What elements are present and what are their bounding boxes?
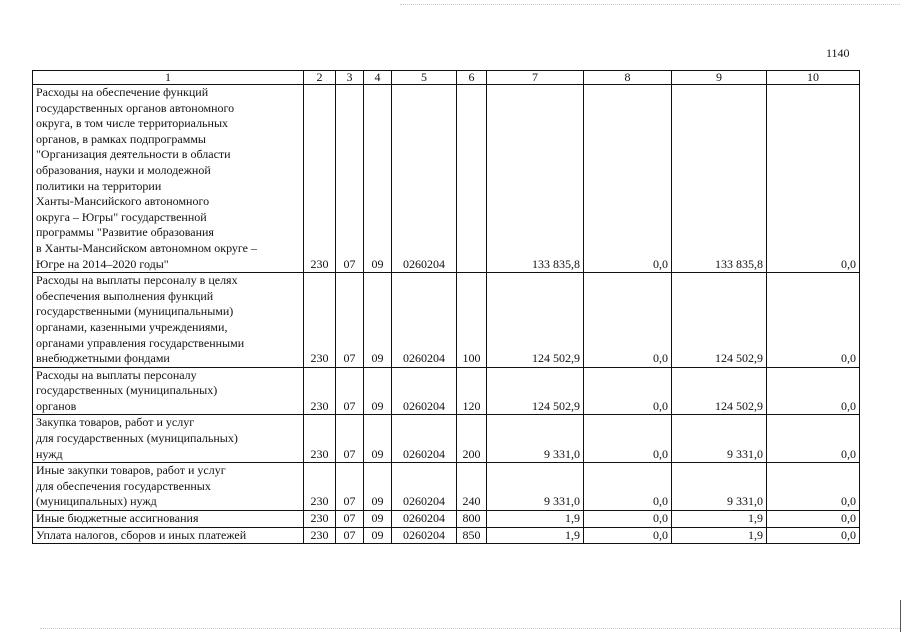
- code-section-cell: 07: [336, 463, 364, 511]
- description-line: для обеспечения государственных: [36, 478, 211, 493]
- code-admin-cell: 230: [304, 415, 336, 463]
- description-line: (муниципальных) нужд: [36, 494, 157, 509]
- description-line: округа – Югры" государственной: [36, 209, 207, 224]
- code-target-cell: 0260204: [392, 527, 457, 544]
- amount-other-cell: 0,0: [767, 367, 860, 415]
- description-line: Иные бюджетные ассигнования: [36, 511, 199, 526]
- description-line: в Ханты-Мансийском автономном округе –: [36, 240, 257, 255]
- code-expense-type-cell: 240: [457, 463, 487, 511]
- code-expense-type-cell: 200: [457, 415, 487, 463]
- amount-regional-cell: 1,9: [672, 511, 767, 528]
- code-section-cell: 07: [336, 415, 364, 463]
- description-line: государственных органов автономного: [36, 100, 235, 115]
- code-subsection-cell: 09: [364, 273, 392, 368]
- amount-regional-cell: 9 331,0: [672, 463, 767, 511]
- code-subsection-cell: 09: [364, 85, 392, 273]
- header-cell-8: 8: [584, 71, 672, 85]
- code-target-cell: 0260204: [392, 367, 457, 415]
- description-line: государственными (муниципальными): [36, 304, 234, 319]
- code-admin-cell: 230: [304, 463, 336, 511]
- code-admin-cell: 230: [304, 511, 336, 528]
- header-cell-4: 4: [364, 71, 392, 85]
- code-expense-type-cell: 850: [457, 527, 487, 544]
- amount-federal-cell: 0,0: [584, 463, 672, 511]
- description-line: нужд: [36, 446, 63, 461]
- amount-total-cell: 1,9: [487, 511, 584, 528]
- description-line: "Организация деятельности в области: [36, 147, 231, 162]
- code-section-cell: 07: [336, 85, 364, 273]
- description-line: государственных (муниципальных): [36, 383, 218, 398]
- code-subsection-cell: 09: [364, 527, 392, 544]
- description-line: политики на территории: [36, 178, 162, 193]
- code-target-cell: 0260204: [392, 463, 457, 511]
- description-line: Расходы на обеспечение функций: [36, 85, 209, 99]
- code-target-cell: 0260204: [392, 511, 457, 528]
- table-row: [33, 415, 860, 463]
- amount-other-cell: 0,0: [767, 85, 860, 273]
- amount-regional-cell: 133 835,8: [672, 85, 767, 273]
- amount-total-cell: 133 835,8: [487, 85, 584, 273]
- code-expense-type-cell: [457, 85, 487, 273]
- row-description: [33, 415, 304, 463]
- header-cell-2: 2: [304, 71, 336, 85]
- description-line: обеспечения выполнения функций: [36, 288, 214, 303]
- code-section-cell: 07: [336, 527, 364, 544]
- description-line: органов: [36, 398, 77, 413]
- amount-federal-cell: 0,0: [584, 415, 672, 463]
- row-description: [33, 527, 304, 544]
- description-line: Ханты-Мансийского автономного: [36, 194, 210, 209]
- table-row: [33, 273, 860, 368]
- description-line: внебюджетными фондами: [36, 351, 170, 366]
- description-line: округа, в том числе территориальных: [36, 116, 229, 131]
- amount-total-cell: 1,9: [487, 527, 584, 544]
- header-cell-5: 5: [392, 71, 457, 85]
- table-row: [33, 511, 860, 528]
- amount-regional-cell: 9 331,0: [672, 415, 767, 463]
- code-expense-type-cell: 800: [457, 511, 487, 528]
- amount-total-cell: 124 502,9: [487, 273, 584, 368]
- code-subsection-cell: 09: [364, 415, 392, 463]
- table-row: [33, 463, 860, 511]
- code-admin-cell: 230: [304, 367, 336, 415]
- amount-other-cell: 0,0: [767, 511, 860, 528]
- amount-federal-cell: 0,0: [584, 367, 672, 415]
- amount-federal-cell: 0,0: [584, 511, 672, 528]
- scan-artifact-bottom: [40, 628, 900, 632]
- row-description: [33, 273, 304, 368]
- amount-total-cell: 9 331,0: [487, 415, 584, 463]
- amount-federal-cell: 0,0: [584, 527, 672, 544]
- code-subsection-cell: 09: [364, 367, 392, 415]
- scan-edge-line: [900, 600, 901, 632]
- table-row: [33, 367, 860, 415]
- code-section-cell: 07: [336, 511, 364, 528]
- header-cell-1: 1: [33, 71, 304, 85]
- description-line: Расходы на выплаты персоналу: [36, 367, 197, 382]
- description-line: органов, в рамках подпрограммы: [36, 131, 206, 146]
- row-description: [33, 367, 304, 415]
- header-cell-3: 3: [336, 71, 364, 85]
- amount-federal-cell: 0,0: [584, 273, 672, 368]
- description-line: программы "Развитие образования: [36, 225, 214, 240]
- row-description: [33, 85, 304, 273]
- row-description: [33, 463, 304, 511]
- amount-regional-cell: 1,9: [672, 527, 767, 544]
- amount-other-cell: 0,0: [767, 463, 860, 511]
- table-row: [33, 85, 860, 273]
- table-row: [33, 527, 860, 544]
- description-line: Иные закупки товаров, работ и услуг: [36, 463, 226, 478]
- code-expense-type-cell: 120: [457, 367, 487, 415]
- code-target-cell: 0260204: [392, 415, 457, 463]
- header-row: [33, 71, 860, 85]
- description-line: Югре на 2014–2020 годы": [36, 256, 169, 271]
- code-admin-cell: 230: [304, 85, 336, 273]
- code-section-cell: 07: [336, 367, 364, 415]
- code-target-cell: 0260204: [392, 85, 457, 273]
- code-subsection-cell: 09: [364, 463, 392, 511]
- description-line: для государственных (муниципальных): [36, 431, 238, 446]
- description-line: Расходы на выплаты персоналу в целях: [36, 273, 238, 288]
- scan-artifact-top: [400, 4, 900, 8]
- header-cell-7: 7: [487, 71, 584, 85]
- code-subsection-cell: 09: [364, 511, 392, 528]
- header-cell-9: 9: [672, 71, 767, 85]
- row-description: [33, 511, 304, 528]
- amount-federal-cell: 0,0: [584, 85, 672, 273]
- table-body: [33, 71, 860, 544]
- description-line: Закупка товаров, работ и услуг: [36, 415, 195, 430]
- description-line: органами управления государственными: [36, 335, 245, 350]
- amount-other-cell: 0,0: [767, 527, 860, 544]
- description-line: образования, науки и молодежной: [36, 162, 211, 177]
- code-admin-cell: 230: [304, 527, 336, 544]
- header-cell-6: 6: [457, 71, 487, 85]
- code-section-cell: 07: [336, 273, 364, 368]
- code-target-cell: 0260204: [392, 273, 457, 368]
- budget-table: [32, 70, 860, 544]
- amount-other-cell: 0,0: [767, 415, 860, 463]
- amount-total-cell: 124 502,9: [487, 367, 584, 415]
- header-cell-10: 10: [767, 71, 860, 85]
- code-admin-cell: 230: [304, 273, 336, 368]
- amount-regional-cell: 124 502,9: [672, 367, 767, 415]
- code-expense-type-cell: 100: [457, 273, 487, 368]
- amount-total-cell: 9 331,0: [487, 463, 584, 511]
- description-line: органами, казенными учреждениями,: [36, 319, 228, 334]
- description-line: Уплата налогов, сборов и иных платежей: [36, 527, 247, 542]
- amount-other-cell: 0,0: [767, 273, 860, 368]
- page-number: 1140: [826, 46, 850, 60]
- amount-regional-cell: 124 502,9: [672, 273, 767, 368]
